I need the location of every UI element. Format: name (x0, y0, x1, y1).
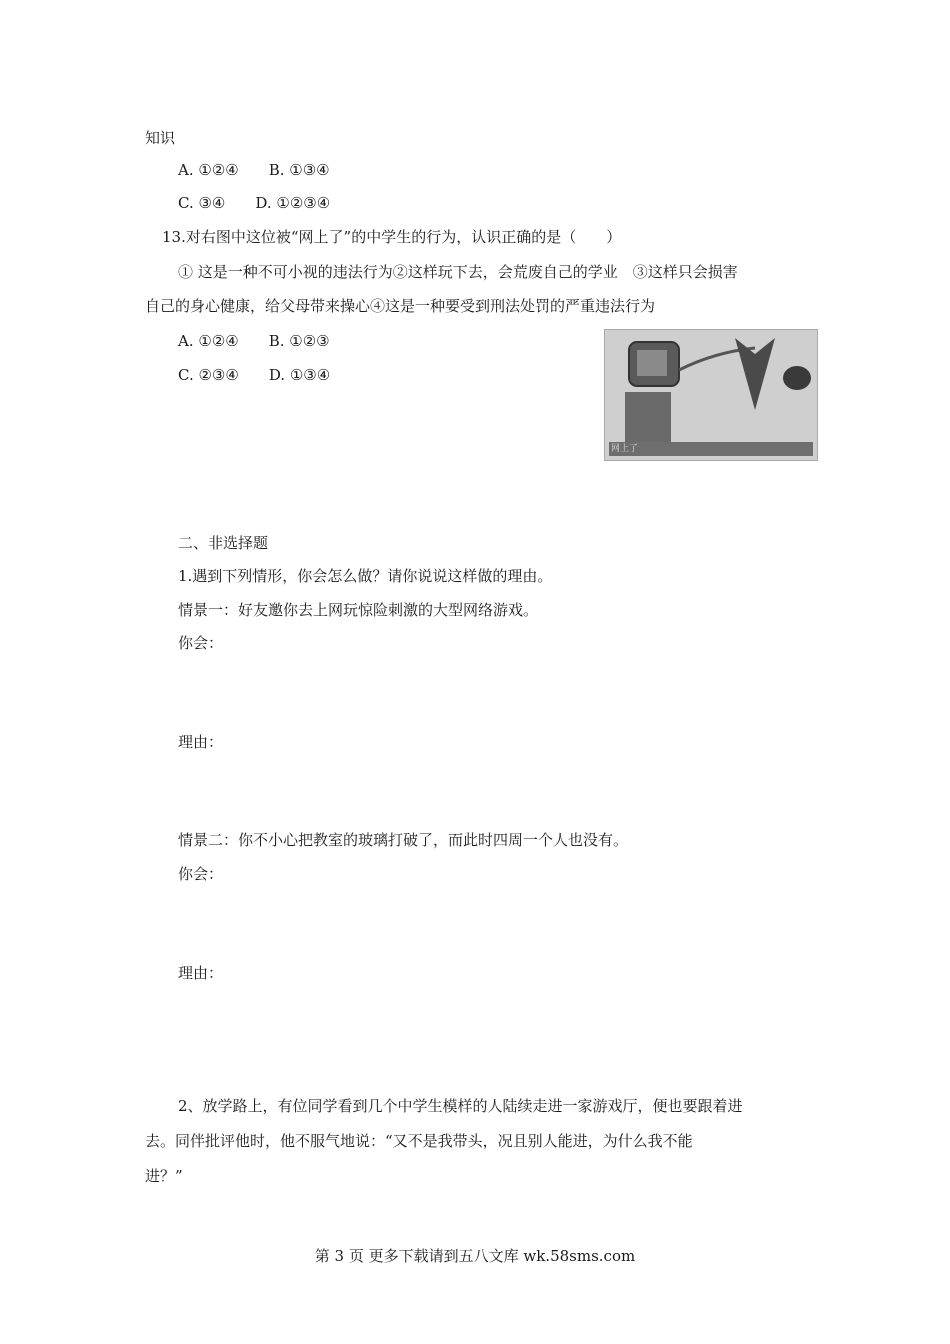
page-footer: 第 3 页 更多下载请到五八文库 wk.58sms.com (314, 1247, 636, 1265)
cartoon-caption: 网上了 (611, 444, 639, 454)
q12-options-ab: A. ①②④ B. ①③④ (178, 161, 330, 179)
q12-options-cd: C. ③④ D. ①②③④ (178, 194, 331, 212)
q2-line1: 2、放学路上，有位同学看到几个中学生模样的人陆续走进一家游戏厅，便也要跟着进 (178, 1097, 743, 1115)
q13-stem: 13.对右图中这位被“网上了”的中学生的行为，认识正确的是（ ） (162, 228, 622, 246)
q2-line2: 去。同伴批评他时，他不服气地说：“又不是我带头，况且别人能进，为什么我不能 (145, 1132, 693, 1150)
scenario-1: 情景一：好友邀你去上网玩惊险刺激的大型网络游戏。 (178, 601, 539, 619)
cartoon-drawing (605, 330, 817, 460)
q2-line3: 进？” (145, 1167, 183, 1185)
q12-tail: 知识 (145, 129, 176, 147)
reason-label-2: 理由： (178, 964, 224, 982)
q13-body-line2: 自己的身心健康，给父母带来操心④这是一种要受到刑法处罚的严重违法行为 (145, 297, 656, 315)
scenario-2: 情景二：你不小心把教室的玻璃打破了，而此时四周一个人也没有。 (178, 831, 629, 849)
q1-stem: 1.遇到下列情形，你会怎么做？请你说说这样做的理由。 (178, 567, 553, 585)
section-heading: 二、非选择题 (178, 534, 269, 552)
reason-label-1: 理由： (178, 733, 224, 751)
q13-options-cd: C. ②③④ D. ①③④ (178, 366, 331, 384)
you-will-label-1: 你会： (178, 634, 224, 652)
q13-body-line1: ① 这是一种不可小视的违法行为②这样玩下去，会荒废自己的学业 ③这样只会损害 (178, 263, 738, 281)
cartoon-image (604, 329, 818, 461)
q13-options-ab: A. ①②④ B. ①②③ (178, 332, 330, 350)
you-will-label-2: 你会： (178, 865, 224, 883)
